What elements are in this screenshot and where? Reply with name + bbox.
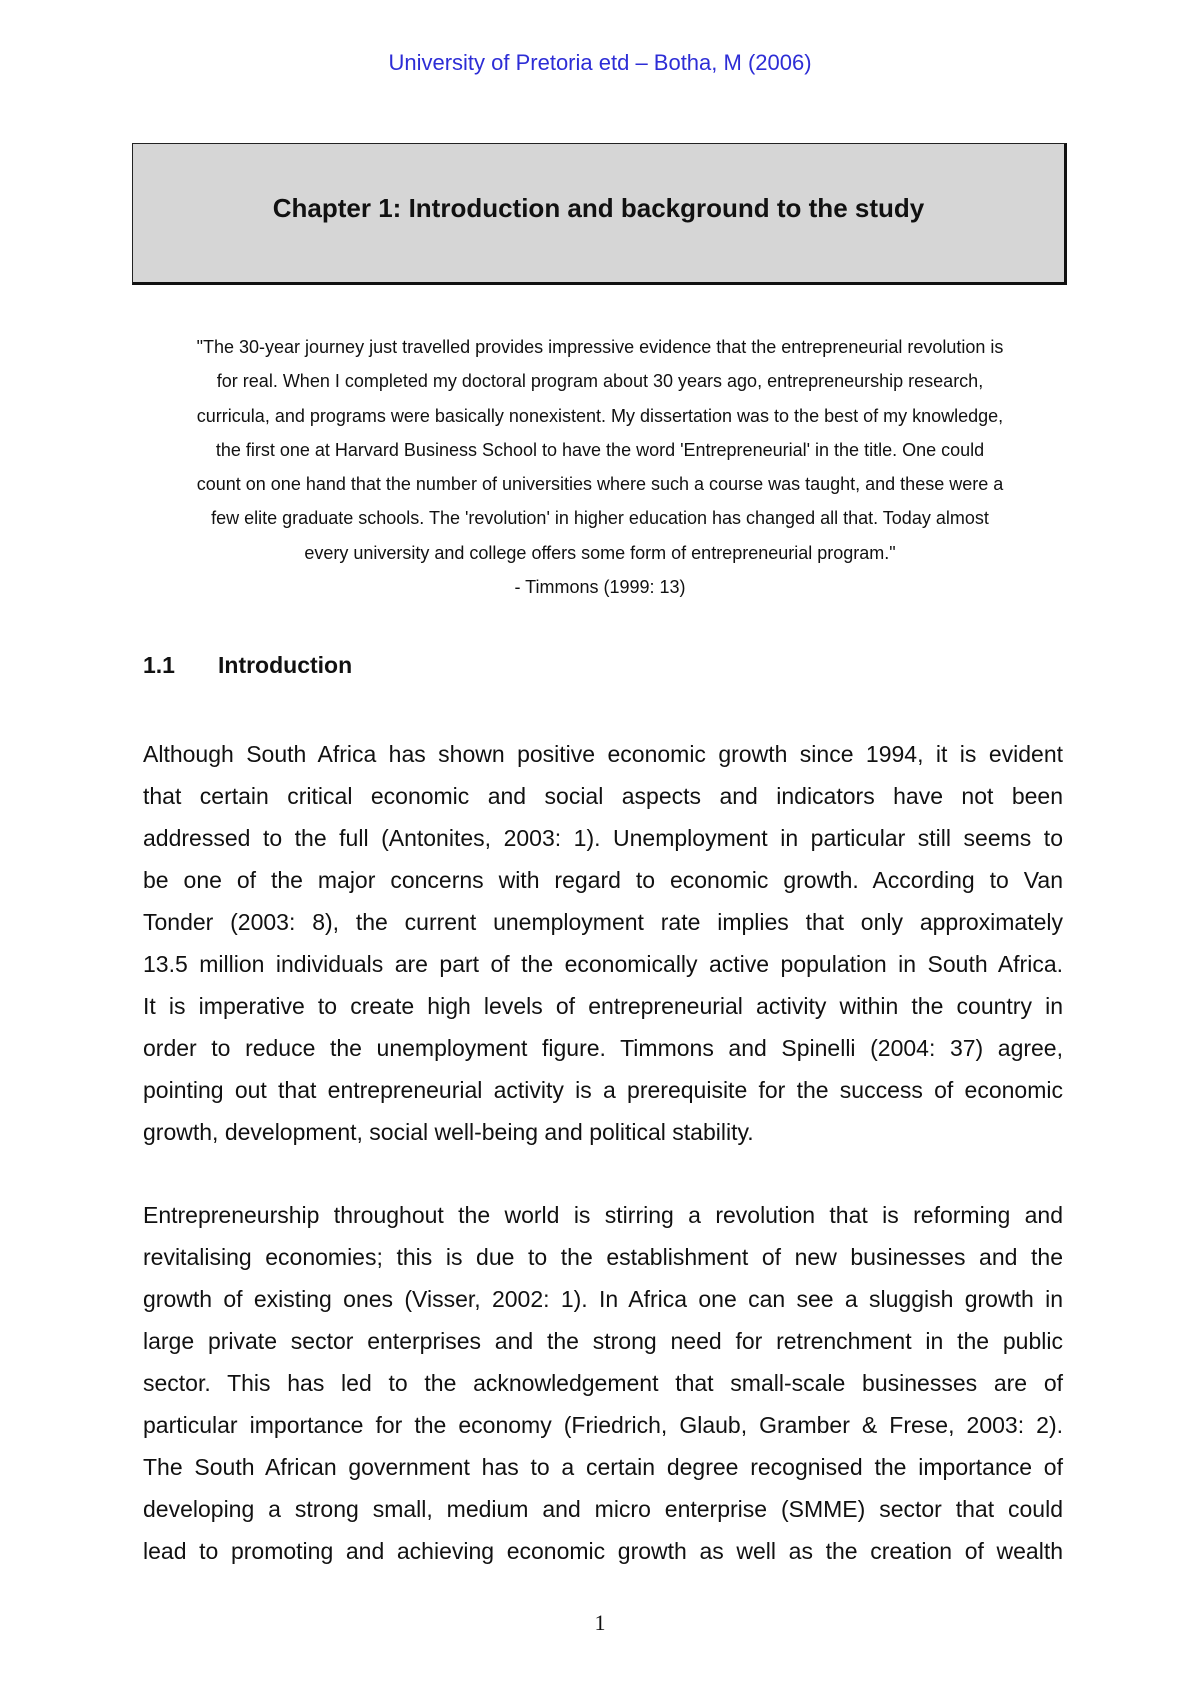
chapter-title: Chapter 1: Introduction and background to the study — [272, 192, 925, 223]
section-title: Introduction — [218, 652, 353, 678]
paragraph-line: sector. This has led to the acknowledgement that small-scale businesses are of — [143, 1370, 1063, 1396]
section-number: 1.1 — [143, 652, 175, 678]
paragraph-line: addressed to the full (Antonites, 2003: 1). Unemployment in particular still seems to — [143, 825, 1063, 851]
paragraph-line: The South African government has to a certain degree recognised the importance of — [143, 1454, 1063, 1480]
section-heading — [143, 652, 352, 679]
paragraph-line: growth, development, social well-being and political stability. — [143, 1119, 754, 1145]
paragraph-line: that certain critical economic and social aspects and indicators have not been — [143, 783, 1063, 809]
paragraph-line: 13.5 million individuals are part of the economically active population in South Africa. — [143, 951, 1063, 977]
paragraph-line: large private sector enterprises and the strong need for retrenchment in the public — [143, 1328, 1063, 1354]
chapter-title-box — [132, 143, 1067, 285]
paragraph-line: order to reduce the unemployment figure. Timmons and Spinelli (2004: 37) agree, — [143, 1035, 1063, 1061]
paragraph-line: be one of the major concerns with regard to economic growth. According to Van — [143, 867, 1063, 893]
paragraph-line: Entrepreneurship throughout the world is stirring a revolution that is reforming and — [143, 1202, 1063, 1228]
body-paragraph — [143, 1194, 1063, 1572]
epigraph-quote — [140, 330, 1060, 604]
paragraph-line: particular importance for the economy (Friedrich, Glaub, Gramber & Frese, 2003: 2). — [143, 1412, 1063, 1438]
epigraph-line: count on one hand that the number of universities where such a course was taught, and these were a — [196, 474, 1004, 495]
paragraph-line: It is imperative to create high levels of entrepreneurial activity within the country in — [143, 993, 1063, 1019]
paragraph-line: Tonder (2003: 8), the current unemployment rate implies that only approximately — [143, 909, 1063, 935]
epigraph-line: curricula, and programs were basically nonexistent. My dissertation was to the best of my knowledge, — [196, 405, 1004, 426]
epigraph-line: the first one at Harvard Business School to have the word 'Entrepreneurial' in the title. One could — [215, 439, 985, 460]
paragraph-line: growth of existing ones (Visser, 2002: 1). In Africa one can see a sluggish growth in — [143, 1286, 1063, 1312]
epigraph-attribution: - Timmons (1999: 13) — [514, 577, 686, 598]
epigraph-line: "The 30-year journey just travelled provides impressive evidence that the entrepreneurial revolution is — [196, 337, 1004, 357]
epigraph-line: every university and college offers some form of entrepreneurial program." — [304, 542, 896, 563]
paragraph-line: Although South Africa has shown positive economic growth since 1994, it is evident — [143, 741, 1063, 767]
page-number: 1 — [594, 1610, 606, 1635]
paragraph-line: developing a strong small, medium and micro enterprise (SMME) sector that could — [143, 1496, 1063, 1522]
paragraph-line: pointing out that entrepreneurial activity is a prerequisite for the success of economic — [143, 1077, 1063, 1103]
body-paragraph — [143, 733, 1063, 1153]
epigraph-line: for real. When I completed my doctoral program about 30 years ago, entrepreneurship research, — [216, 371, 984, 392]
epigraph-line: few elite graduate schools. The 'revolution' in higher education has changed all that. Today almost — [211, 508, 989, 529]
paragraph-line: lead to promoting and achieving economic growth as well as the creation of wealth — [143, 1538, 1063, 1564]
running-header: University of Pretoria etd – Botha, M (2006) — [388, 50, 812, 75]
paragraph-line: revitalising economies; this is due to the establishment of new businesses and the — [143, 1244, 1063, 1270]
